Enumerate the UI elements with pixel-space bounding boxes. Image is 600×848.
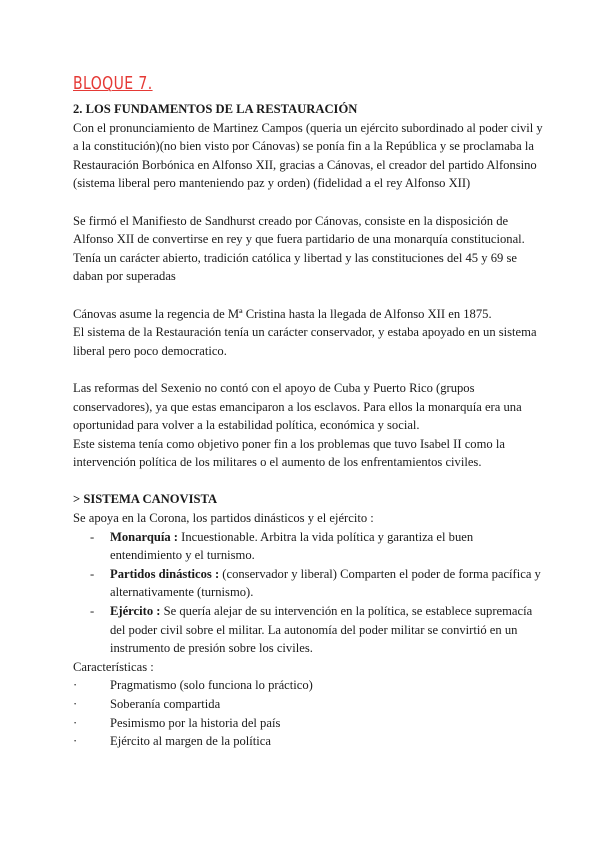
- paragraph: Se firmó el Manifiesto de Sandhurst creado por Cánovas, consiste en la disposición de Alfonso XII de convertirse en rey y que fuera partidario de una monarquía constitucional.: [73, 213, 525, 247]
- list-item: [90, 528, 543, 565]
- characteristics-list: [73, 676, 543, 750]
- paragraph: Este sistema tenía como objetivo poner fin a los problemas que tuvo Isabel II como la intervención política de los militares o el aumento de los enfrentamientos civiles.: [73, 436, 505, 470]
- list-item-text: Se quería alejar de su intervención en la política, se establece supremacía del poder civil sobre el militar. La autonomía del poder militar se convirtió en un instrumento de presión sobre los civiles.: [110, 604, 533, 656]
- pillars-list: [73, 528, 543, 658]
- paragraph: El sistema de la Restauración tenía un carácter conservador, y estaba apoyado en un sistema liberal pero poco democratico.: [73, 325, 537, 358]
- list-item: · Pesimismo por la historia del país: [73, 714, 543, 733]
- subsection-heading: > SISTEMA CANOVISTA: [73, 492, 218, 507]
- paragraph: Las reformas del Sexenio no contó con el apoyo de Cuba y Puerto Rico (grupos conservadores), ya que estas emanciparon a los esclavos. Para ellos la monarquía era una oportunidad para volver a la estabilidad política, económica y social.: [73, 380, 522, 433]
- paragraph-gap: [73, 472, 543, 491]
- paragraph: Tenía un carácter abierto, tradición católica y libertad y las constituciones del 45 y 69 se daban por superadas: [73, 250, 517, 284]
- list-item: [90, 602, 543, 658]
- paragraph-gap: [73, 360, 543, 379]
- paragraph: Cánovas asume la regencia de Mª Cristina hasta la llegada de Alfonso XII en 1875.: [73, 306, 492, 321]
- list-item-text: (conservador y liberal) Comparten el poder de forma pacífica y alternativamente (turnismo).: [110, 566, 541, 600]
- paragraph: Se apoya en la Corona, los partidos dinásticos y el ejército :: [73, 511, 374, 526]
- list-item: · Soberanía compartida: [73, 695, 543, 714]
- characteristics-label: Características :: [73, 659, 154, 674]
- list-item: · Pragmatismo (solo funciona lo práctico): [73, 676, 543, 695]
- list-item: [90, 565, 543, 602]
- page-title: BLOQUE 7.: [73, 73, 153, 94]
- paragraph-gap: [73, 286, 543, 305]
- paragraph: Con el pronunciamiento de Martinez Campos (queria un ejército subordinado al poder civil y a la constitución)(no bien visto por Cánovas) se ponía fin a la República y se proclamaba la Restauración Borbónica en Alfonso XII, gracias a Cánovas, el creador del partido Alfonsino (sistema liberal pero manteniendo paz y orden) (fidelidad a el rey Alfonso XII): [73, 120, 543, 191]
- document-page: [73, 74, 543, 751]
- list-item: · Ejército al margen de la política: [73, 732, 543, 751]
- section-heading: 2. LOS FUNDAMENTOS DE LA RESTAURACIÓN: [73, 102, 358, 116]
- list-item-term: Ejército :: [110, 604, 161, 619]
- list-item-term: Monarquía :: [110, 529, 178, 544]
- list-item-text: Incuestionable. Arbitra la vida política y garantiza el buen entendimiento y el turnismo.: [110, 529, 474, 563]
- paragraph-gap: [73, 193, 543, 212]
- list-item-term: Partidos dinásticos :: [110, 566, 220, 581]
